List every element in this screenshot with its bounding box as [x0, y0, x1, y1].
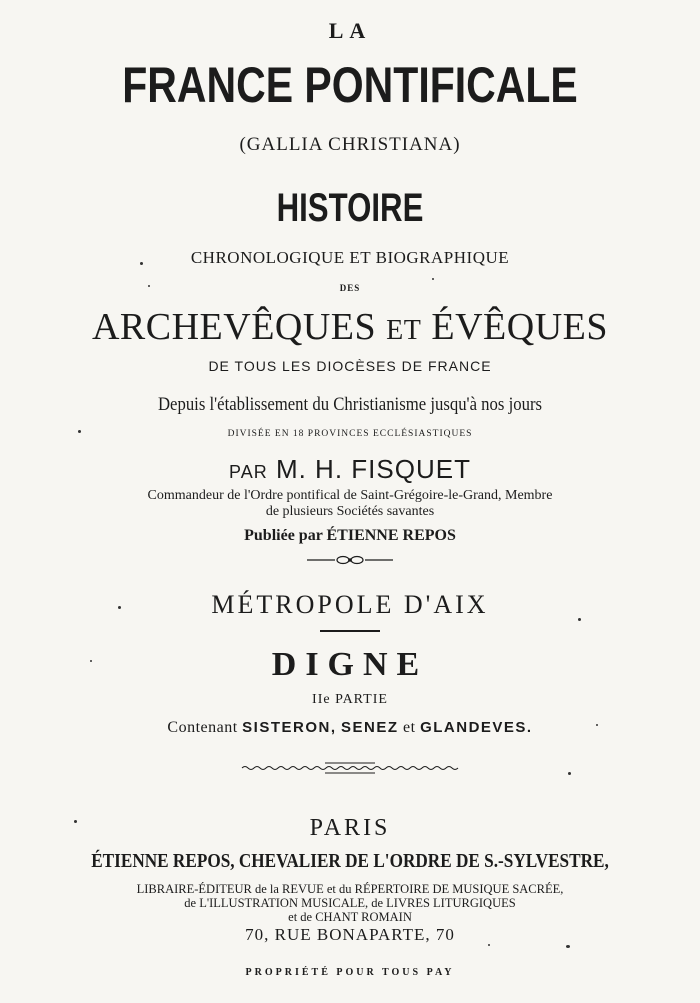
scan-speck [596, 724, 598, 726]
contenant-sisteron: SISTERON, [242, 719, 337, 736]
scan-speck [568, 772, 571, 775]
author-line [0, 454, 700, 485]
subtitle: (GALLIA CHRISTIANA) [239, 134, 461, 155]
imprint-publisher: ÉTIENNE REPOS, CHEVALIER DE L'ORDRE DE S.-SYLVESTRE, [91, 850, 609, 872]
imprint-city: PARIS [309, 815, 391, 841]
scan-speck [488, 944, 490, 946]
contenant-label: Contenant [167, 719, 238, 736]
archeveques-et: ET [386, 315, 422, 346]
contenant-senez: SENEZ [341, 719, 399, 736]
histoire-heading: HISTOIRE [276, 186, 424, 230]
ornament-icon [305, 554, 395, 566]
article-la: LA [328, 18, 372, 43]
chronologique-line: CHRONOLOGIQUE ET BIOGRAPHIQUE [190, 248, 510, 267]
contenant-et: et [403, 719, 416, 736]
credentials-line-2: de plusieurs Sociétés savantes [265, 504, 435, 519]
archeveques-heading [0, 305, 700, 349]
digne-heading: DIGNE [271, 646, 429, 683]
eveques-word: ÉVÊQUES [431, 306, 608, 348]
partie-label: IIe PARTIE [312, 692, 388, 707]
publisher-note: Publiée par ÉTIENNE REPOS [244, 527, 456, 544]
imprint-libraire [0, 882, 700, 924]
scan-speck [74, 820, 77, 823]
scan-speck [432, 278, 434, 280]
propriete-line: PROPRIÉTÉ POUR TOUS PAY [245, 967, 455, 978]
libraire-line-2: de L'ILLUSTRATION MUSICALE, de LIVRES LITURGIQUES [184, 896, 516, 910]
depuis-line: Depuis l'établissement du Christianisme jusqu'à nos jours [157, 394, 543, 415]
scan-speck [140, 262, 143, 265]
metropole-heading: MÉTROPOLE D'AIX [211, 590, 489, 619]
author-name: M. H. FISQUET [275, 454, 471, 484]
credentials-line-1: Commandeur de l'Ordre pontifical de Saint-Grégoire-le-Grand, Membre [147, 488, 553, 503]
scan-speck [78, 430, 81, 433]
author-credentials [0, 488, 700, 520]
libraire-line-1: LIBRAIRE-ÉDITEUR de la REVUE et du RÉPERTOIRE DE MUSIQUE SACRÉE, [136, 882, 564, 896]
contenant-line [0, 719, 700, 737]
scan-speck [148, 285, 150, 287]
main-title: FRANCE PONTIFICALE [122, 57, 578, 113]
wavy-divider [0, 760, 700, 781]
des-line: DES [339, 283, 361, 293]
imprint-address: 70, RUE BONAPARTE, 70 [245, 925, 455, 944]
par-label: PAR [229, 462, 268, 482]
wavy-rule-icon [240, 760, 460, 776]
divider-rule [320, 630, 380, 632]
scan-speck [566, 945, 570, 948]
scan-speck [578, 618, 581, 621]
divisee-line: DIVISÉE EN 18 PROVINCES ECCLÉSIASTIQUES [227, 429, 473, 439]
contenant-glandeves: GLANDEVES. [420, 719, 533, 736]
scan-speck [118, 606, 121, 609]
archeveques-word: ARCHEVÊQUES [91, 306, 377, 348]
libraire-line-3: et de CHANT ROMAIN [288, 910, 412, 924]
scan-speck [90, 660, 92, 662]
dioceses-line: DE TOUS LES DIOCÈSES DE FRANCE [208, 358, 492, 374]
ornament-divider [0, 553, 700, 571]
